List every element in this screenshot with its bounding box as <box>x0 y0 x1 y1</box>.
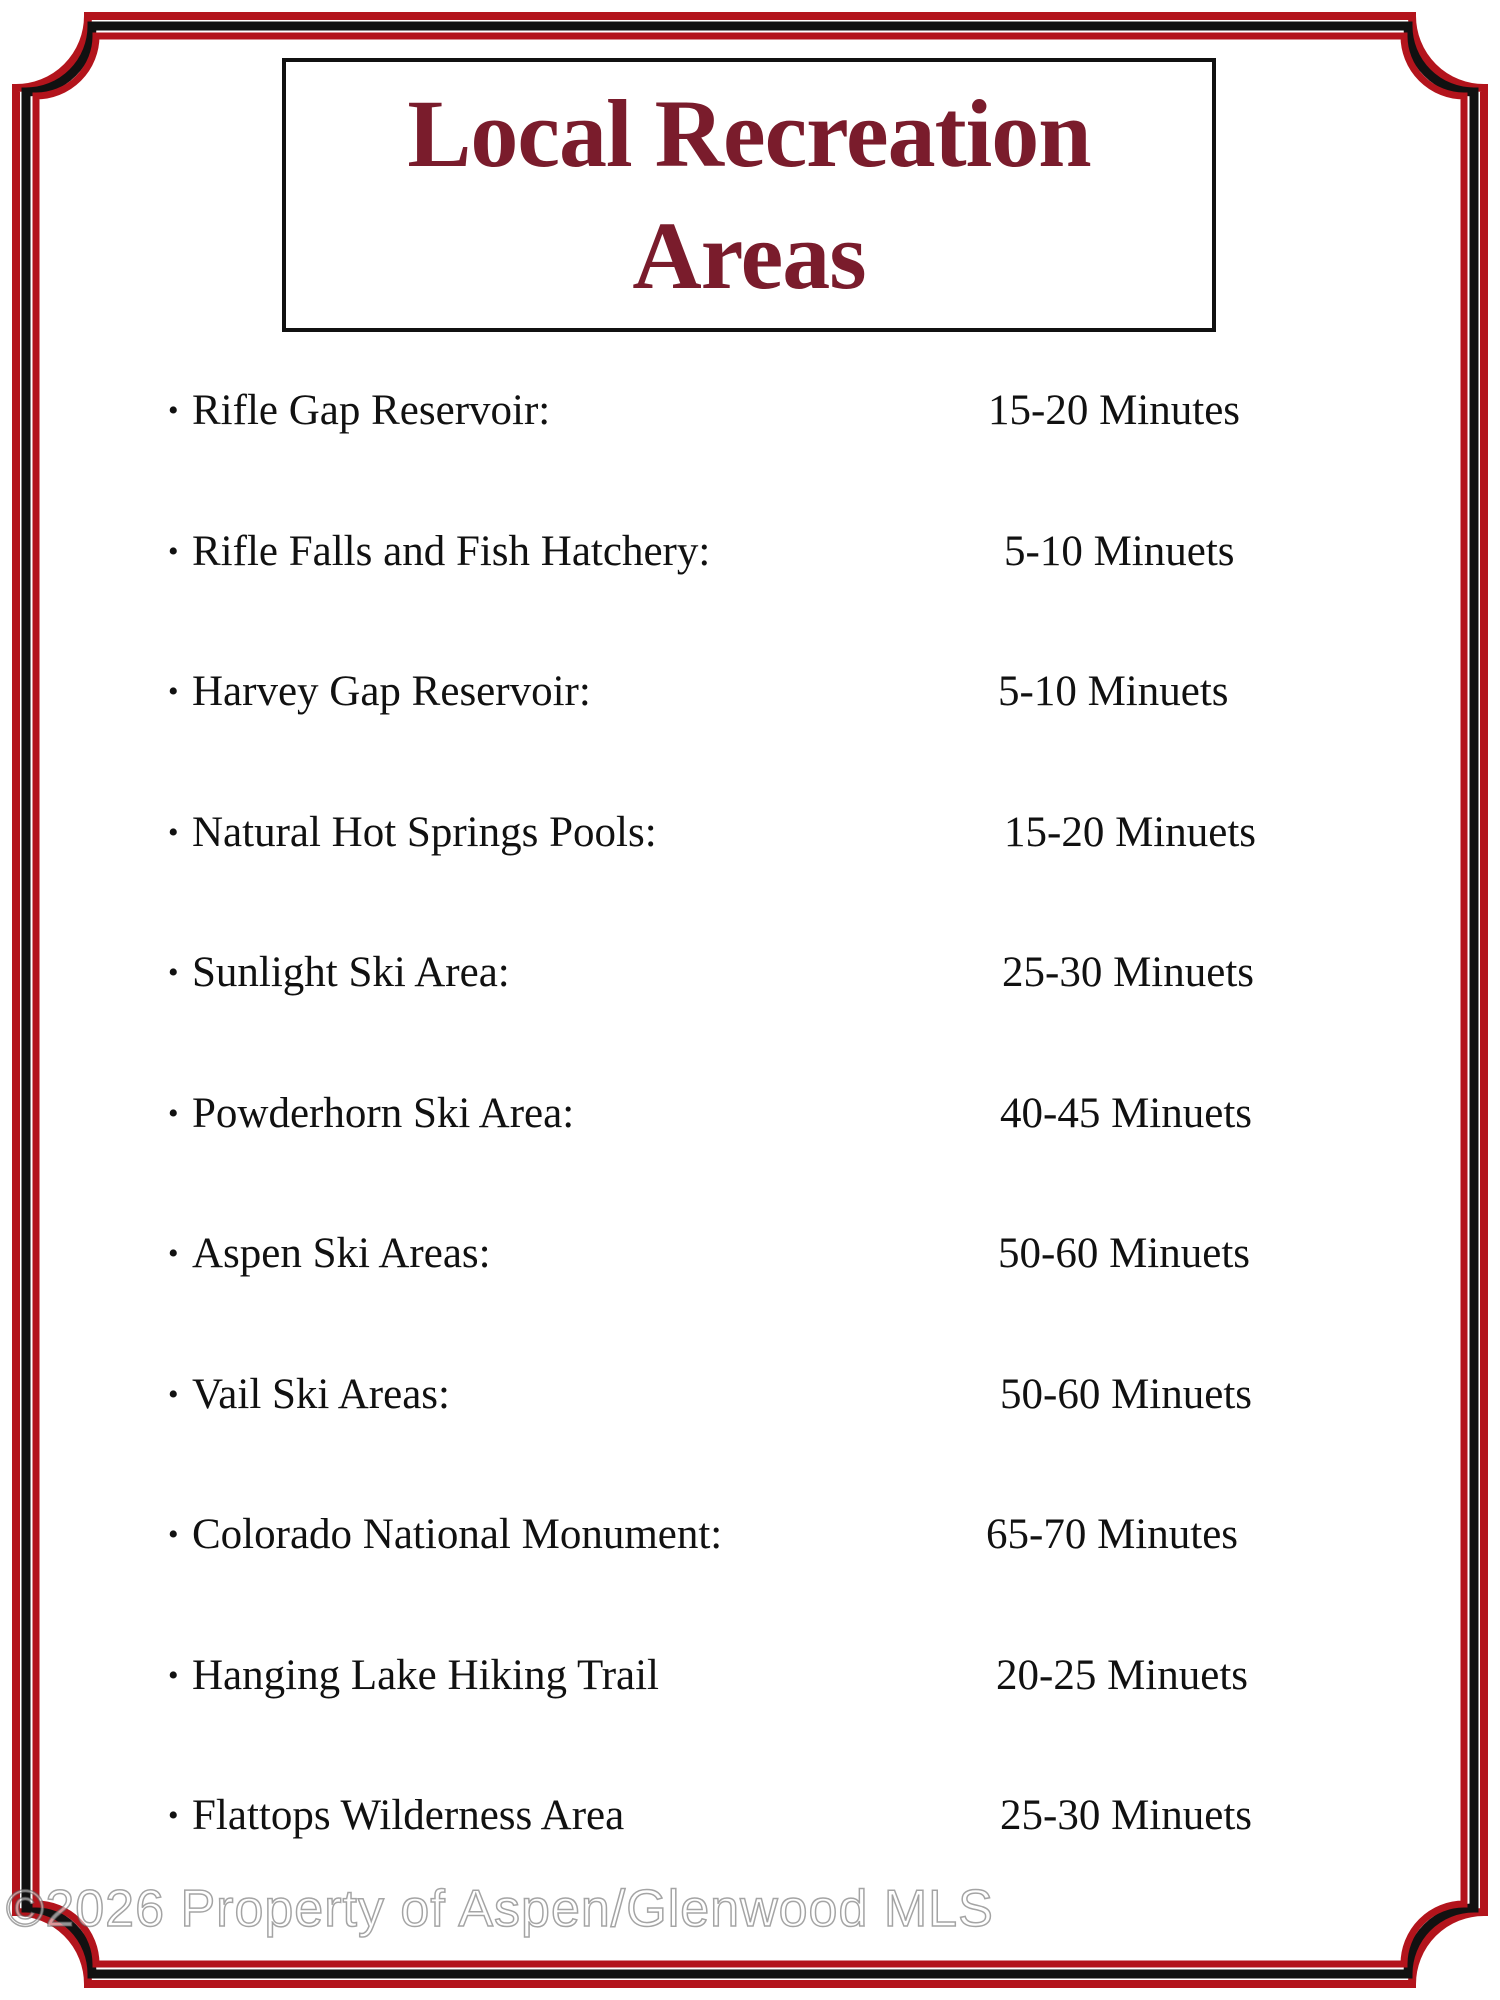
bullet-icon: • <box>168 1377 179 1411</box>
bullet-icon: • <box>168 675 179 708</box>
travel-time: 20-25 Minuets <box>996 1651 1249 1699</box>
place-name: Harvey Gap Reservoir: <box>192 668 591 715</box>
title-box <box>282 58 1216 332</box>
travel-time: 15-20 Minutes <box>988 387 1241 434</box>
place-name: Flattops Wilderness Area <box>192 1792 625 1839</box>
travel-time: 5-10 Minuets <box>1004 527 1235 575</box>
list-item <box>168 517 1308 587</box>
travel-time: 50-60 Minuets <box>998 1230 1251 1277</box>
travel-time: 5-10 Minuets <box>998 668 1229 715</box>
title-line-2: Areas <box>632 202 866 309</box>
place-name: Aspen Ski Areas: <box>192 1230 491 1277</box>
travel-time: 65-70 Minutes <box>986 1511 1239 1558</box>
list-item <box>168 1641 1308 1711</box>
bullet-icon: • <box>168 1658 179 1692</box>
bullet-icon: • <box>168 1799 179 1832</box>
bullet-icon: • <box>168 394 179 427</box>
list-item <box>168 1781 1308 1851</box>
list-item <box>168 657 1308 727</box>
place-name: Powderhorn Ski Area: <box>192 1089 575 1137</box>
place-name: Rifle Falls and Fish Hatchery: <box>192 527 711 575</box>
place-name: Hanging Lake Hiking Trail <box>192 1651 659 1699</box>
watermark: ©2026 Property of Aspen/Glenwood MLS <box>6 1880 994 1938</box>
title-line-1: Local Recreation <box>407 80 1091 187</box>
bullet-icon: • <box>168 815 179 849</box>
travel-time: 15-20 Minuets <box>1004 808 1257 856</box>
bullet-icon: • <box>168 956 179 989</box>
list-item <box>168 1360 1308 1430</box>
list-item <box>168 938 1308 1008</box>
bullet-icon: • <box>168 1096 179 1130</box>
list-item <box>168 1079 1308 1149</box>
place-name: Rifle Gap Reservoir: <box>192 387 551 434</box>
list-item <box>168 376 1308 446</box>
travel-time: 40-45 Minuets <box>1000 1089 1253 1137</box>
bullet-icon: • <box>168 1237 179 1270</box>
travel-time: 25-30 Minuets <box>1000 1792 1253 1839</box>
list-item <box>168 1219 1308 1289</box>
list-item <box>168 798 1308 868</box>
travel-time: 25-30 Minuets <box>1002 949 1255 996</box>
bullet-icon: • <box>168 534 179 568</box>
place-name: Natural Hot Springs Pools: <box>192 808 657 856</box>
bullet-icon: • <box>168 1518 179 1551</box>
travel-time: 50-60 Minuets <box>1000 1370 1253 1418</box>
list-item <box>168 1500 1308 1570</box>
place-name: Sunlight Ski Area: <box>192 949 510 996</box>
place-name: Colorado National Monument: <box>192 1511 723 1558</box>
place-name: Vail Ski Areas: <box>192 1370 450 1418</box>
